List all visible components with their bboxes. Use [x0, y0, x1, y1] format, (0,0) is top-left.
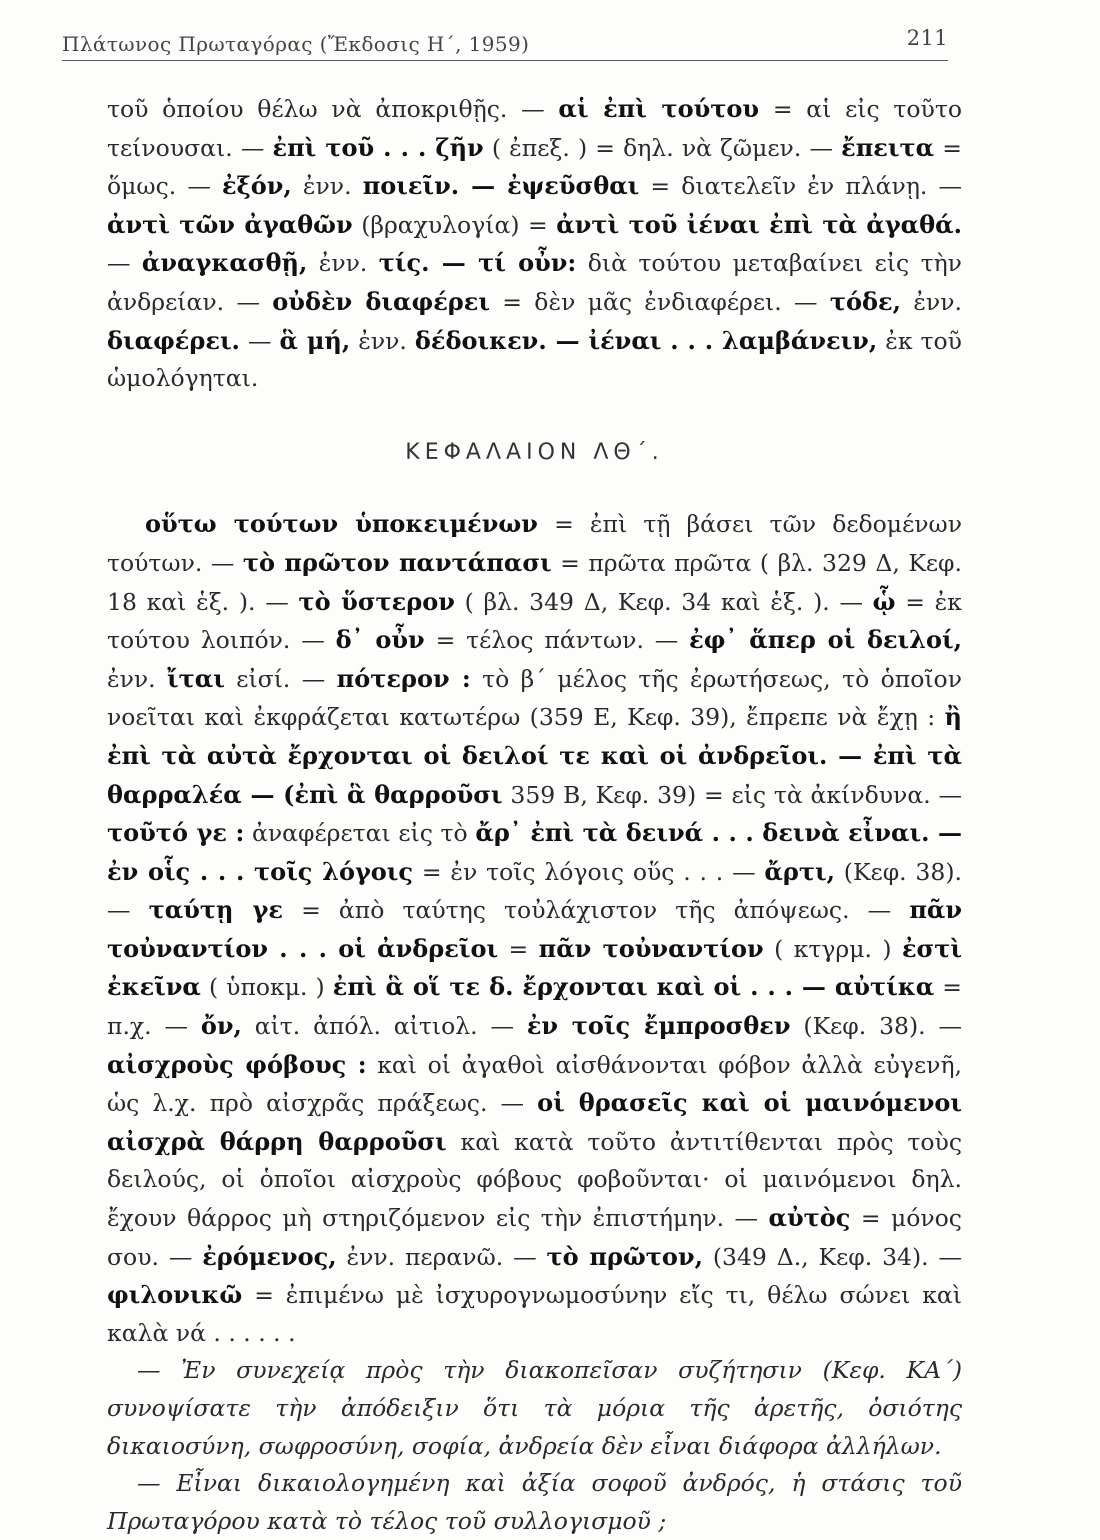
lemma: τὸ πρῶτον παντάπασι: [242, 547, 552, 577]
lemma: πᾶν τοὐναντίον: [538, 933, 764, 963]
gloss-text: = πρῶτα πρῶτα ( βλ. 329 Δ, Κεφ. 18 καὶ ἑξ. ). —: [107, 548, 962, 616]
page-number: 211: [906, 26, 948, 50]
gloss-text: = ἐπὶ τῇ βάσει τῶν δεδομένων τούτων. —: [107, 510, 962, 577]
lemma: ἃ μή,: [279, 325, 351, 355]
lemma: δ᾿ οὖν: [335, 625, 425, 655]
lemma: αὐτὸς: [768, 1203, 851, 1233]
gloss-text: ἐνν.: [913, 287, 962, 316]
gloss-text: καὶ κατὰ τοῦτο ἀντιτίθενται πρὸς τοὺς δειλούς, οἱ ὁποῖοι αἰσχροὺς φόβους φοβοῦνται· οἱ μαινόμενοι δηλ. ἔχουν θάρρος μὴ στηριζόμενον εἰς τὴν ἐπιστήμην. —: [107, 1127, 962, 1233]
lemma: ἐν τοῖς ἔμπροσθεν: [526, 1011, 791, 1041]
lemma: τόδε,: [829, 286, 901, 316]
lemma: ταύτῃ γε: [148, 895, 283, 925]
gloss-text: ἐνν.: [302, 172, 352, 201]
gloss-text: —: [107, 249, 131, 278]
gloss-text: ἀναφέρεται εἰς τὸ: [251, 819, 468, 848]
lemma: ἐφ᾿ ἅπερ οἱ δειλοί,: [689, 625, 962, 655]
gloss-text: (βραχυλογία) =: [361, 210, 548, 239]
gloss-text: διὰ τούτου μεταβαίνει εἰς τὴν ἀνδρείαν. —: [107, 249, 962, 316]
chapter-heading: ΚΕΦΑΛΑΙΟΝ ΛΘ΄.: [405, 439, 664, 465]
lemma: φιλονικῶ: [107, 1280, 243, 1310]
gloss-text: ἐνν.: [318, 249, 368, 278]
gloss-text: = ἐν τοῖς λόγοις οὕς . . . —: [421, 857, 756, 886]
lemma: τοῦτό γε :: [107, 818, 245, 848]
gloss-text: = δὲν μᾶς ἐνδιαφέρει. —: [502, 287, 818, 316]
lemma: ἄρτι,: [764, 856, 835, 886]
gloss-text: = μόνος σου. —: [107, 1204, 962, 1271]
lemma: ᾧ: [872, 586, 896, 616]
gloss-text: = διατελεῖν ἐν πλάνῃ. —: [650, 172, 962, 201]
gloss-text: = ἐπιμένω μὲ ἰσχυρογνωμοσύνην εἴς τι, θέλω σώνει καὶ καλὰ νά . . . . . .: [107, 1281, 962, 1347]
lemma: τὸ πρῶτον,: [546, 1241, 703, 1271]
gloss-text: αἰτ. ἀπόλ. αἰτιολ. —: [254, 1012, 514, 1041]
lemma: ἐπὶ ἃ οἵ τε δ. ἔρχονται καὶ οἱ . . . — αὐτίκα: [332, 972, 935, 1002]
lemma: ἐπὶ τοῦ . . . ζῆν: [272, 132, 484, 162]
lemma: ἐρόμενος,: [202, 1241, 337, 1271]
lemma: ἀντὶ τοῦ ἰέναι ἐπὶ τὰ ἀγαθά.: [556, 209, 962, 239]
lemma: πότερον :: [336, 663, 471, 693]
commentary-paragraph-2: [107, 505, 962, 1352]
gloss-text: ( ἐπεξ. ) = δηλ. νὰ ζῶμεν. —: [491, 133, 833, 162]
gloss-text: = αἱ εἰς τοῦτο τείνουσαι. —: [107, 95, 962, 162]
gloss-text: 359 Β, Κεφ. 39) = εἰς τὰ ἀκίνδυνα. —: [510, 780, 962, 809]
lemma: τίς. — τί οὖν:: [378, 248, 577, 278]
running-header: [62, 22, 948, 61]
commentary-paragraph-1: [107, 90, 962, 398]
study-question-1: — Ἐν συνεχείᾳ πρὸς τὴν διακοπεῖσαν συζήτησιν (Κεφ. ΚΑ΄) συνοψίσατε τὴν ἀπόδειξιν ὅτι τὰ μόρια τῆς ἀρετῆς, ὁσιότης δικαιοσύνη, σωφροσύνη, σοφία, ἀνδρεία δὲν εἶναι διάφορα ἀλλήλων.: [107, 1356, 962, 1460]
lemma: διαφέρει.: [107, 325, 240, 355]
gloss-text: ( κτγρμ. ): [774, 934, 892, 963]
gloss-text: ( βλ. 349 Δ, Κεφ. 34 καὶ ἑξ. ). —: [464, 587, 863, 616]
lemma: οὕτω τούτων ὑποκειμένων: [145, 509, 538, 539]
gloss-text: ἐνν.: [358, 326, 407, 355]
gloss-text: (Κεφ. 38). —: [803, 1012, 962, 1041]
lemma: ἐξόν,: [221, 171, 292, 201]
lemma: ἔπειτα: [841, 132, 935, 162]
gloss-text: = ἐκ τούτου λοιπόν. —: [107, 587, 962, 655]
study-question-2: — Εἶναι δικαιολογημένη καὶ ἀξία σοφοῦ ἀνδρός, ἡ στάσις τοῦ Πρωταγόρου κατὰ τὸ τέλος τοῦ συλλογισμοῦ ;: [107, 1469, 962, 1535]
lemma: ἐστὶ ἐκεῖνα: [107, 933, 962, 1002]
gloss-text: τὸ β΄ μέλος τῆς ἐρωτήσεως, τὸ ὁποῖον νοεῖται καὶ ἐκφράζεται κατωτέρω (359 Ε, Κεφ. 39), ἔπρεπε νὰ ἔχῃ :: [107, 664, 962, 732]
lemma: ἀναγκασθῇ,: [141, 248, 308, 278]
gloss-text: = τέλος πάντων. —: [435, 626, 679, 655]
page-body: [107, 90, 962, 1540]
gloss-text: (349 Δ., Κεφ. 34). —: [712, 1242, 962, 1271]
running-title: Πλάτωνος Πρωταγόρας (Ἔκδοσις Η΄, 1959): [62, 32, 530, 56]
gloss-text: (Κεφ. 38). —: [107, 857, 962, 925]
lemma: ποιεῖν. — ἐψεῦσθαι: [362, 171, 640, 201]
gloss-text: = ὅμως. —: [107, 133, 962, 201]
lemma: ὄν,: [200, 1011, 242, 1041]
gloss-text: = π.χ. —: [107, 973, 962, 1041]
lemma: αἱ ἐπὶ τούτου: [558, 94, 760, 123]
gloss-text: ἐκ τοῦ ὡμολόγηται.: [107, 326, 962, 393]
gloss-text: ἐνν. περανῶ. —: [346, 1242, 537, 1271]
gloss-text: ἐνν.: [107, 664, 156, 693]
gloss-text: εἰσί. —: [236, 664, 326, 693]
lemma: δέδοικεν. — ἰέναι . . . λαμβάνειν,: [414, 325, 878, 355]
gloss-text: καὶ οἱ ἀγαθοὶ αἰσθάνονται φόβον ἀλλὰ εὐγενῆ, ὡς λ.χ. πρὸ αἰσχρᾶς πράξεως. —: [107, 1050, 962, 1118]
gloss-text: = ἀπὸ ταύτης τοὐλάχιστον τῆς ἀπόψεως. —: [301, 896, 892, 925]
lemma: αἰσχροὺς φόβους :: [107, 1049, 367, 1079]
lemma: οἱ θρασεῖς καὶ οἱ μαινόμενοι αἰσχρὰ θάρρη θαρροῦσι: [107, 1088, 962, 1156]
lemma: ἄρ᾿ ἐπὶ τὰ δεινά . . . δεινὰ εἶναι. — ἐν οἷς . . . τοῖς λόγοις: [107, 818, 962, 886]
gloss-text: —: [247, 326, 272, 355]
gloss-text: ( ὑποκμ. ): [208, 973, 325, 1002]
lemma: οὐδὲν διαφέρει: [272, 286, 490, 316]
lemma: πᾶν τοὐναντίον . . . οἱ ἀνδρεῖοι: [107, 895, 962, 963]
lemma: ἀντὶ τῶν ἀγαθῶν: [107, 209, 353, 239]
lemma: ἢ ἐπὶ τὰ αὐτὰ ἔρχονται οἱ δειλοί τε καὶ οἱ ἀνδρεῖοι. — ἐπὶ τὰ θαρραλέα — (ἐπὶ ἃ θαρροῦσι: [107, 702, 962, 809]
gloss-text: τοῦ ὁποίου θέλω νὰ ἀποκριθῇς. —: [107, 95, 545, 123]
gloss-text: =: [508, 934, 529, 963]
lemma: ἴται: [167, 663, 225, 693]
lemma: τὸ ὕστερον: [298, 586, 455, 616]
